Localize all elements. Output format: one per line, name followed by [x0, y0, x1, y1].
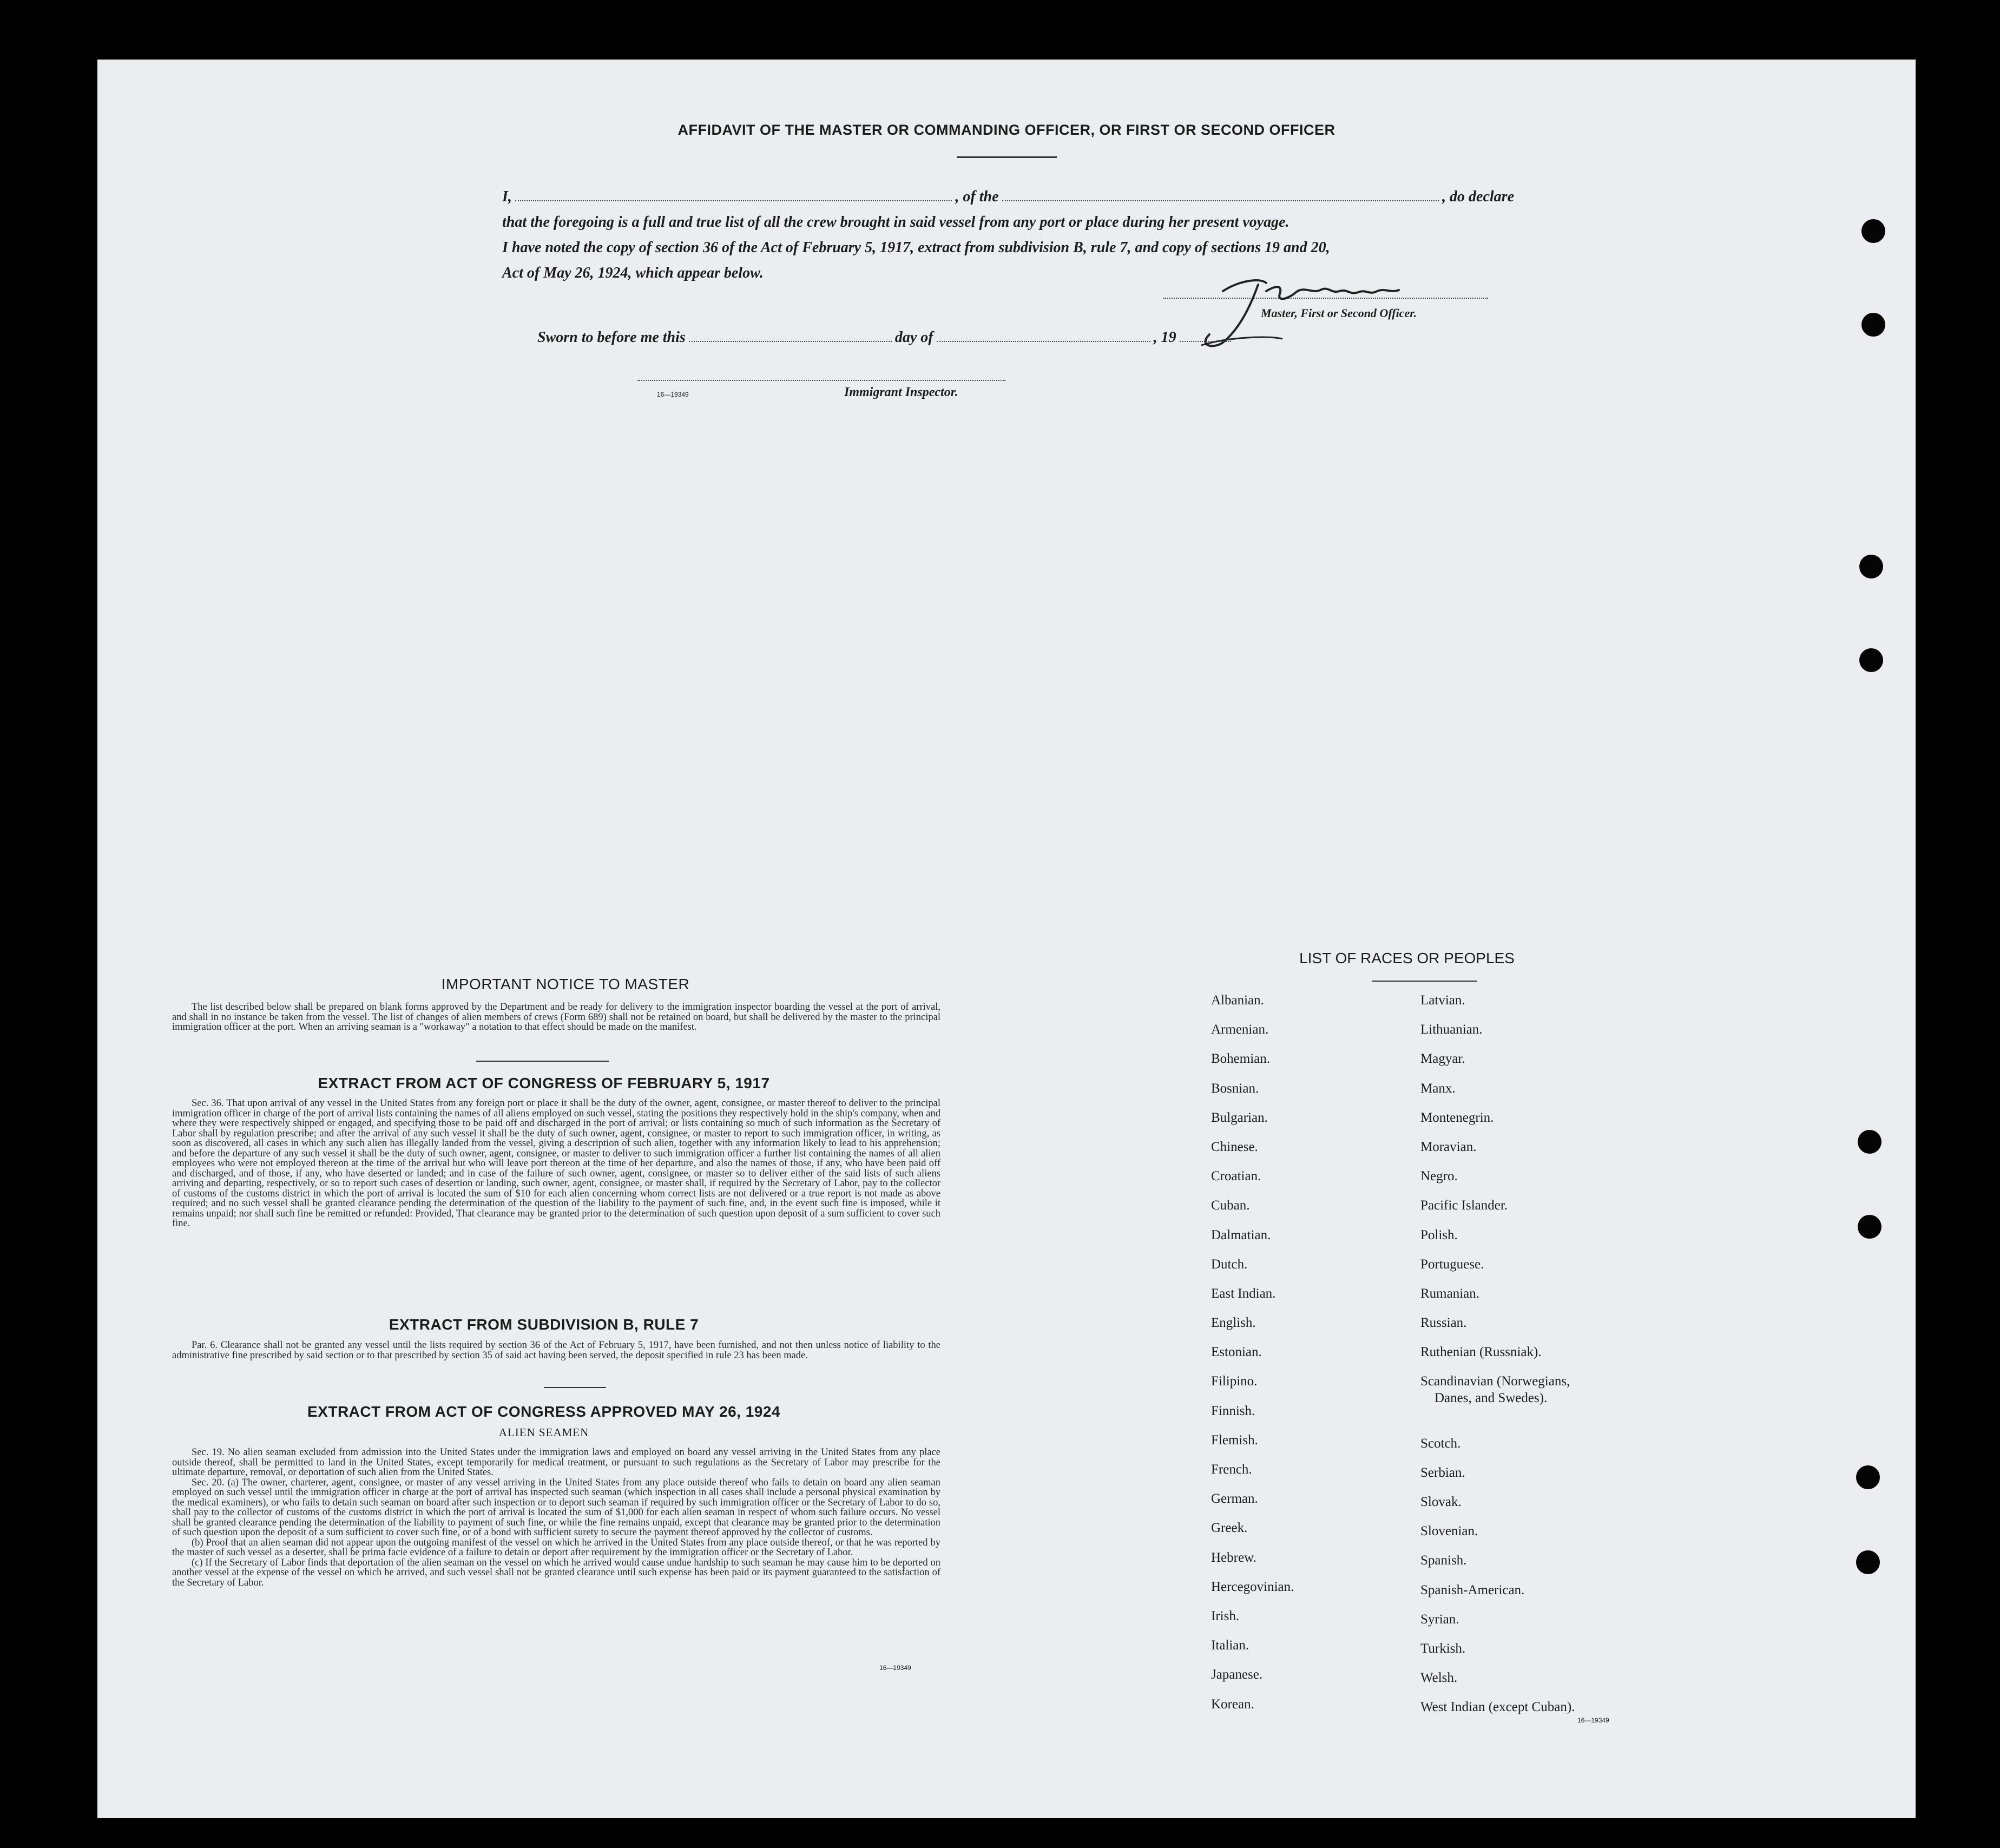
race-item: Magyar. — [1420, 1051, 1465, 1067]
punch-hole — [1861, 219, 1885, 243]
race-item: Albanian. — [1211, 993, 1264, 1008]
alien-seamen-subtitle: ALIEN SEAMEN — [498, 1426, 589, 1439]
name-field — [515, 188, 952, 201]
race-item: Armenian. — [1211, 1022, 1269, 1037]
race-item: Korean. — [1211, 1696, 1254, 1712]
race-item: Lithuanian. — [1420, 1022, 1483, 1037]
declaration-end: , do declare — [1442, 188, 1515, 205]
race-item: Croatian. — [1211, 1169, 1261, 1184]
affidavit-title: AFFIDAVIT OF THE MASTER OR COMMANDING OFFICER, OR FIRST OR SECOND OFFICER — [677, 122, 1335, 138]
extract-1917-text: Sec. 36. That upon arrival of any vessel in the United States from any foreign port or place it shall be the duty of the owner, agent, consignee, or master thereof to deliver to the principal immigration officer in charge of the port of arrival lists containing the names of all aliens employed on such vessel, stating the positions they respectively hold in the ship's company, when and where they were respectively shipped or engaged, and specifying those to be paid off and discharged in the port of arrival; or lists containing so much of such information as the Secretary of Labor shall by regulation prescribe; and after the arrival of any such vessel it shall be the duty of such owner, agent, consignee, or master to report to such immigration officer, in writing, as soon as discovered, all cases in which any such alien has illegally landed from the vessel, giving a description of such alien, together with any information likely to lead to his apprehension; and before the departure of any such vessel it shall be the duty of such owner, agent, consignee, or master to deliver to such immigration officer a further list containing the names of all alien employees who were not employed thereon at the time of the arrival but who will leave port thereon at the time of her departure, and also the names of those, if any, who have been paid off and discharged, and of those, if any, who have deserted or landed; and in case of the failure of such owner, agent, consignee, or master so to deliver either of the said lists of such aliens arriving and departing, respectively, or so to report such cases of desertion or landing, such owner, agent, consignee, or master shall, if required by the Secretary of Labor, pay to the collector of customs of the customs district in which the port of arrival is located the sum of $10 for each alien concerning whom correct lists are not delivered or a true report is not made as above required; and no such vessel shall be granted clearance pending the determination of the question of the liability to the payment of such fine, and, in the event such fine is imposed, while it remains unpaid; nor shall such fine be remitted or refunded: Provided, That clearance may be granted prior to the determination of such question upon deposit of a sum sufficient to cover such fine. — [172, 1098, 940, 1229]
divider — [957, 156, 1057, 158]
sworn-date-field — [689, 330, 892, 342]
race-item: French. — [1211, 1462, 1252, 1477]
race-item: Slovenian. — [1420, 1524, 1478, 1539]
form-number: 16—19349 — [1577, 1717, 1609, 1724]
race-item: Negro. — [1420, 1169, 1458, 1184]
race-item: Polish. — [1420, 1227, 1458, 1242]
race-item: Slovak. — [1420, 1495, 1462, 1509]
punch-hole — [1861, 313, 1885, 337]
vessel-field — [1002, 188, 1439, 201]
race-item: Danes, and Swedes). — [1435, 1390, 1548, 1405]
race-item: Scotch. — [1420, 1436, 1461, 1451]
sworn-year-field — [1180, 330, 1231, 342]
race-item: Turkish. — [1420, 1641, 1466, 1656]
sec-20b: (b) Proof that an alien seaman did not appear upon the outgoing manifest of the vessel on which he arrived in the United States from any place outside thereof, or that he was reported by the master of such vessel as a deserter, shall be prima facie evidence of a failure to detain or deport after requirement by the immigration officer or the Secretary of Labor. — [172, 1537, 940, 1558]
sec-20c: (c) If the Secretary of Labor finds that deportation of the alien seaman on the vessel on which he arrived would cause undue hardship to such seaman he may cause him to be deported on another vessel at the expense of the vessel on which he arrived, and such vessel shall not be granted clearance until such expense has been paid or its payment guaranteed to the satisfaction of the Secretary of Labor. — [172, 1557, 940, 1588]
race-item: Spanish-American. — [1420, 1582, 1525, 1597]
race-item: Spanish. — [1420, 1553, 1467, 1568]
race-item: Filipino. — [1211, 1374, 1258, 1389]
divider — [1372, 981, 1477, 982]
notice-title: IMPORTANT NOTICE TO MASTER — [441, 976, 690, 992]
race-item: Flemish. — [1211, 1432, 1258, 1448]
inspector-signature-line — [637, 380, 1005, 381]
sworn-day-of: day of — [894, 329, 933, 346]
race-item: Dalmatian. — [1211, 1227, 1271, 1242]
declaration-line-3: I have noted the copy of section 36 of the Act of February 5, 1917, extract from subdivision B, rule 7, and copy of sections 19 and 20, — [502, 239, 1330, 256]
race-item: Montenegrin. — [1420, 1110, 1494, 1125]
race-item: Moravian. — [1420, 1139, 1477, 1154]
master-label: Master, First or Second Officer. — [1261, 306, 1417, 320]
races-title: LIST OF RACES OR PEOPLES — [1299, 950, 1515, 966]
race-item: Ruthenian (Russniak). — [1420, 1345, 1542, 1360]
extract-rule7-text: Par. 6. Clearance shall not be granted any vessel until the lists required by section 36 of the Act of February 5, 1917, have been furnished, and not then unless notice of liability to the administrative fine prescribed by said section or to that prescribed by section 35 of said act having been served, the deposit specified in rule 23 has been made. — [172, 1340, 940, 1361]
race-item: Dutch. — [1211, 1257, 1248, 1272]
extract-rule7-title: EXTRACT FROM SUBDIVISION B, RULE 7 — [389, 1316, 699, 1333]
race-item: Serbian. — [1420, 1465, 1465, 1480]
divider — [544, 1387, 606, 1388]
form-number: 16—19349 — [879, 1664, 911, 1672]
race-item: Hebrew. — [1211, 1550, 1256, 1565]
race-item: West Indian (except Cuban). — [1420, 1700, 1575, 1715]
race-item: Bosnian. — [1211, 1081, 1259, 1096]
race-item: Scandinavian (Norwegians, — [1420, 1374, 1570, 1389]
sec-19: Sec. 19. No alien seaman excluded from admission into the United States under the immigration laws and employed on board any vessel arriving in the United States from any place outside thereof, shall be permitted to land in the United States, except temporarily for medical treatment, or pursuant to such regulations as the Secretary of Labor may prescribe for the ultimate departure, removal, or deportation of such alien from the United States. — [172, 1447, 940, 1478]
sworn-prefix: Sworn to before me this — [537, 329, 686, 346]
punch-hole — [1859, 648, 1883, 672]
race-item: Welsh. — [1420, 1671, 1458, 1686]
race-item: Bohemian. — [1211, 1051, 1271, 1067]
races-column-1 — [1211, 992, 1294, 1726]
punch-hole — [1859, 555, 1883, 578]
extract-1924-title: EXTRACT FROM ACT OF CONGRESS APPROVED MAY 26, 1924 — [307, 1403, 780, 1420]
races-column-2 — [1420, 992, 1575, 1729]
race-item: Hercegovinian. — [1211, 1579, 1294, 1594]
race-item: Syrian. — [1420, 1612, 1459, 1627]
race-item: East Indian. — [1211, 1286, 1276, 1301]
race-item: Greek. — [1211, 1521, 1248, 1536]
form-number: 16—19349 — [657, 391, 689, 398]
race-item: Irish. — [1211, 1608, 1240, 1623]
inspector-label: Immigrant Inspector. — [844, 385, 958, 399]
extract-1917-title: EXTRACT FROM ACT OF CONGRESS OF FEBRUARY 5, 1917 — [318, 1075, 770, 1091]
declaration-line-2: that the foregoing is a full and true list of all the crew brought in said vessel from any port or place during her present voyage. — [502, 214, 1290, 231]
declaration-i: I, — [502, 188, 512, 205]
race-item: Russian. — [1420, 1316, 1467, 1331]
race-item: Rumanian. — [1420, 1286, 1480, 1301]
race-item: Latvian. — [1420, 993, 1465, 1008]
race-item: Manx. — [1420, 1081, 1456, 1096]
sec-20a: Sec. 20. (a) The owner, charterer, agent, consignee, or master of any vessel arriving in the United States from any place outside thereof who fails to detain on board any alien seaman employed on such vessel until the immigration officer in charge at the port of arrival has inspected such seaman (which inspection in all cases shall include a personal physical examination by the medical examiners), or who fails to detain such seaman on board after such inspection or to deport such seaman if required by such immigration officer or the Secretary of Labor to do so, shall pay to the collector of customs of the customs district in which the port of arrival is located the sum of $1,000 for each alien seaman in respect of whom such failure occurs. No vessel shall be granted clearance pending the determination of the liability to payment of such fine, or while the fine remains unpaid, except that clearance may be granted prior to the determination of such question upon the deposit of a sum sufficient to cover such fine, or of a bond with sufficient surety to secure the payment thereof approved by the collector of customs. — [172, 1477, 940, 1538]
punch-hole — [1856, 1465, 1880, 1489]
race-item: Bulgarian. — [1211, 1110, 1268, 1125]
race-item: Pacific Islander. — [1420, 1198, 1508, 1213]
extract-1924-text — [172, 1448, 940, 1588]
race-item: Chinese. — [1211, 1139, 1258, 1154]
sworn-line — [537, 329, 1273, 346]
race-item: Finnish. — [1211, 1403, 1255, 1418]
race-item: Italian. — [1211, 1638, 1249, 1653]
declaration-of-the: , of the — [955, 188, 999, 205]
notice-text: The list described below shall be prepared on blank forms approved by the Department and be ready for delivery to the immigration inspector boarding the vessel at the port of arrival, and shall in no instance be taken from the vessel. The list of changes of alien members of crews (Form 689) shall not be retained on board, but shall be delivered by the master to the principal immigration officer at the port. When an arriving seaman is a "workaway" a notation to that effect should be made on the manifest. — [172, 1002, 940, 1032]
punch-hole — [1858, 1215, 1881, 1239]
race-item: English. — [1211, 1316, 1256, 1331]
race-item: Cuban. — [1211, 1198, 1250, 1213]
sworn-month-field — [937, 330, 1150, 342]
race-item: Portuguese. — [1420, 1257, 1484, 1272]
race-item: Japanese. — [1211, 1667, 1263, 1682]
race-item: Estonian. — [1211, 1345, 1262, 1360]
divider — [476, 1061, 609, 1062]
declaration-line-4: Act of May 26, 1924, which appear below. — [502, 265, 764, 281]
sworn-year: , 19 — [1153, 329, 1176, 346]
race-item: German. — [1211, 1491, 1258, 1507]
punch-hole — [1856, 1550, 1880, 1574]
punch-hole — [1858, 1130, 1881, 1154]
